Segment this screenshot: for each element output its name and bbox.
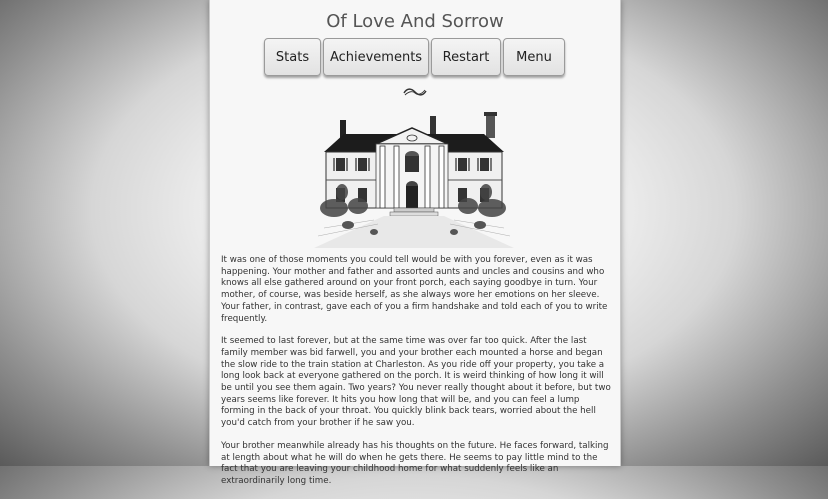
story-paragraph: It seemed to last forever, but at the same time was over far too quick. After the last family member was bid farwell, you and your brother each mounted a horse and began the slow ride to the train station at Charleston. As you ride off your property, you take a long look back at everyone gathered on the porch. It is weird thinking of how long it will be until you see them again. Two years? You never really thought about it before, but two years seems like forever. It hits you how long that will be, and you can feel a lump forming in the back of your throat. You quickly blink back tears, worried about the hell you'd catch from your brother if he saw you. [221, 336, 611, 429]
menu-button[interactable]: Menu [503, 38, 565, 76]
game-page [209, 0, 621, 486]
story-paragraph: It was one of those moments you could tell would be with you forever, even as it was happening. Your mother and father and assorted aunts and uncles and cousins and who knows all else gathered around on your front porch, each saying goodbye in turn. Your mother, of course, was beside herself, as she always wore her emotions on her sleeve. Your father, in contrast, gave each of you a firm handshake and told each of you to write frequently. [221, 255, 608, 324]
story-text [221, 255, 611, 499]
ornament-divider [210, 82, 620, 101]
restart-button[interactable]: Restart [431, 38, 501, 76]
story-paragraph: Your brother meanwhile already has his thoughts on the future. He faces forward, talking at length about what he will do when he gets there. He seems to pay little mind to the fact that you are leaving your childhood home for what suddenly feels like an extraordinarily long time. [221, 440, 609, 486]
game-title: Of Love And Sorrow [326, 11, 504, 32]
toolbar [210, 38, 620, 78]
stats-button[interactable]: Stats [264, 38, 321, 76]
achievements-button[interactable]: Achievements [323, 38, 429, 76]
mansion-illustration [314, 108, 514, 248]
